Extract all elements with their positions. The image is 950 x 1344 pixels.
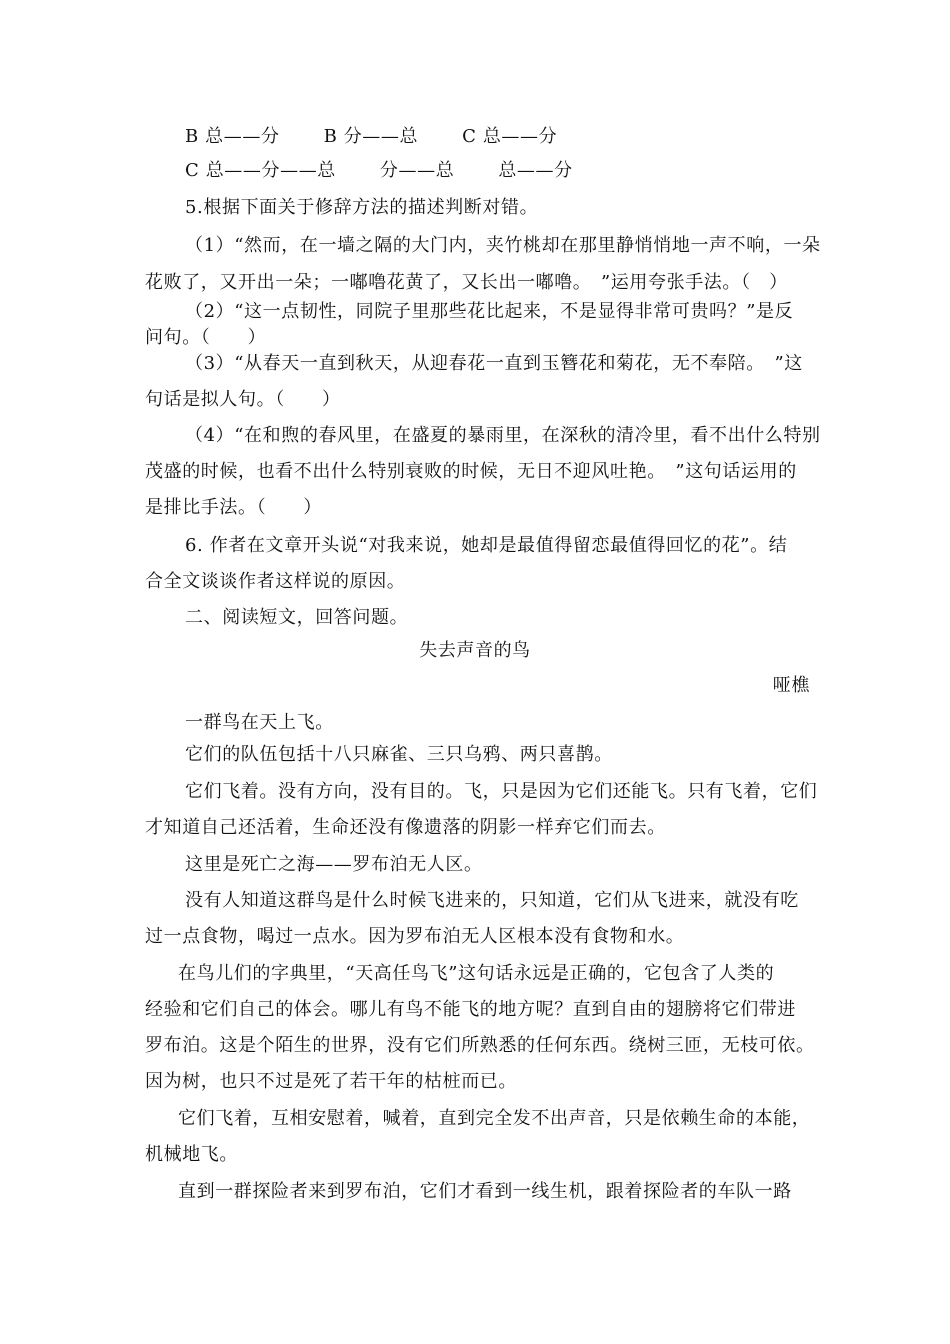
option-c-1: C 总——分 [462, 126, 558, 147]
question-5-4-line-1: （4）“在和煦的春风里，在盛夏的暴雨里，在深秋的清冷里，看不出什么特别 [185, 425, 821, 446]
question-5-4-line-2: 茂盛的时候，也看不出什么特别衰败的时候，无日不迎风吐艳。 ”这句话运用的 [145, 461, 797, 482]
paragraph-6-line-2: 经验和它们自己的体会。哪儿有鸟不能飞的地方呢？直到自由的翅膀将它们带进 [145, 999, 796, 1020]
paragraph-3-line-1: 它们飞着。没有方向，没有目的。飞，只是因为它们还能飞。只有飞着，它们 [185, 781, 818, 802]
question-5-3-line-2: 句话是拟人句。（ ） [145, 389, 341, 410]
paragraph-7-line-1: 它们飞着，互相安慰着，喊着，直到完全发不出声音，只是依赖生命的本能， [178, 1108, 811, 1129]
options-line-2 [185, 158, 850, 184]
question-5-3-line-1: （3）“从春天一直到秋天，从迎春花一直到玉簪花和菊花，无不奉陪。 ”这 [185, 353, 803, 374]
option-c-4: 总——分 [498, 160, 573, 181]
paragraph-5-line-1: 没有人知道这群鸟是什么时候飞进来的，只知道，它们从飞进来，就没有吃 [185, 890, 799, 911]
paragraph-6-line-4: 因为树，也只不过是死了若干年的枯桩而已。 [145, 1071, 517, 1092]
paragraph-6-line-3: 罗布泊。这是个陌生的世界，没有它们所熟悉的任何东西。绕树三匝，无枝可依。 [145, 1035, 815, 1056]
question-5-2-line-2: 问句。（ ） [145, 327, 267, 348]
option-b-2: B 分——总 [323, 126, 419, 147]
paragraph-3-line-2: 才知道自己还活着，生命还没有像遗落的阴影一样弃它们而去。 [145, 817, 666, 838]
passage-author: 哑樵 [772, 675, 810, 696]
paragraph-5-line-2: 过一点食物，喝过一点水。因为罗布泊无人区根本没有食物和水。 [145, 926, 685, 947]
paragraph-7-line-2: 机械地飞。 [145, 1144, 238, 1165]
question-6-line-1: 6. 作者在文章开头说“对我来说，她却是最值得留恋最值得回忆的花”。结 [185, 535, 788, 556]
section-2-heading: 二、阅读短文，回答问题。 [185, 607, 409, 628]
options-line-1 [185, 124, 850, 150]
question-5-4-line-3: 是排比手法。（ ） [145, 497, 322, 518]
option-c-3: 分——总 [379, 160, 455, 181]
question-5-1-line-1: （1）“然而，在一墙之隔的大门内，夹竹桃却在那里静悄悄地一声不响，一朵 [185, 235, 821, 256]
question-6-line-2: 合全文谈谈作者这样说的原因。 [145, 571, 406, 592]
option-b-1: B 总——分 [185, 126, 280, 147]
passage-title: 失去声音的鸟 [419, 640, 531, 661]
paragraph-2: 它们的队伍包括十八只麻雀、三只乌鸦、两只喜鹊。 [185, 744, 613, 765]
option-c-2: C 总——分——总 [185, 160, 336, 181]
paragraph-8-line-1: 直到一群探险者来到罗布泊，它们才看到一线生机，跟着探险者的车队一路 [178, 1181, 792, 1202]
question-5-2-line-1: （2）“这一点韧性，同院子里那些花比起来，不是显得非常可贵吗？”是反 [185, 301, 794, 322]
paragraph-1: 一群鸟在天上飞。 [185, 712, 334, 733]
question-5-title: 5.根据下面关于修辞方法的描述判断对错。 [185, 197, 539, 218]
paragraph-6-line-1: 在鸟儿们的字典里，“天高任鸟飞”这句话永远是正确的，它包含了人类的 [178, 963, 775, 984]
question-5-1-line-2: 花败了，又开出一朵；一嘟噜花黄了，又长出一嘟噜。 ”运用夸张手法。（ ） [145, 272, 788, 293]
paragraph-4: 这里是死亡之海——罗布泊无人区。 [185, 854, 483, 875]
